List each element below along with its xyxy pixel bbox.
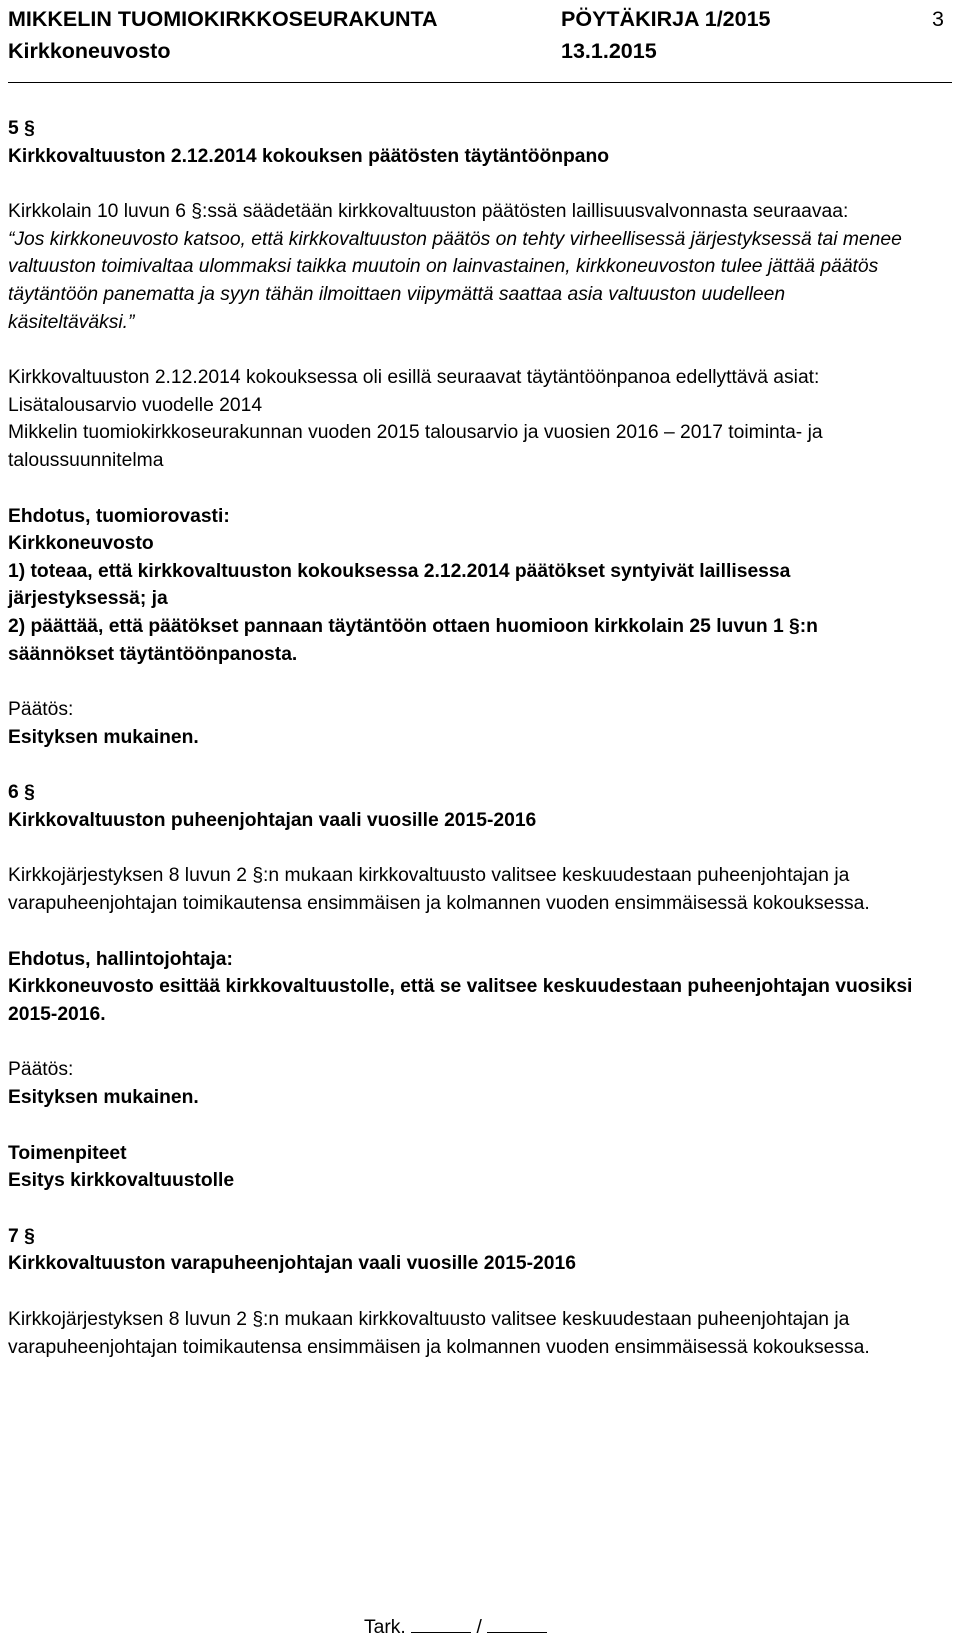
section-6-decision: Esityksen mukainen. [8, 1087, 199, 1109]
section-5-intro: Kirkkolain 10 luvun 6 §:ssä säädetään kirkkovaltuuston päätösten laillisuusvalvonnasta seuraavaa: [8, 201, 849, 223]
section-5-title: Kirkkovaltuuston 2.12.2014 kokouksen päätösten täytäntöönpano [8, 145, 610, 167]
minutes-body [8, 115, 913, 1361]
section-7-number: 7 § [8, 1225, 35, 1247]
section-5-proposal-item-1: 1) toteaa, että kirkkovaltuuston kokouksessa 2.12.2014 päätökset syntyivät laillisessa järjestyksessä; ja [8, 560, 791, 610]
section-5-text-2: Lisätalousarvio vuodelle 2014 [8, 394, 263, 416]
section-6-number: 6 § [8, 782, 35, 804]
initials-separator: / [476, 1617, 482, 1638]
section-5-text-1: Kirkkovaltuuston 2.12.2014 kokouksessa oli esillä seuraavat täytäntöönpanoa edellyttävä asiat: [8, 367, 820, 389]
section-6-text: Kirkkojärjestyksen 8 luvun 2 §:n mukaan kirkkovaltuusto valitsee keskuudestaan puheenjohtajan ja varapuheenjohtajan toimikautensa ensimmäisen ja kolmannen vuoden ensimmäisessä kokouksessa. [8, 865, 870, 915]
section-5-proposal-body: Kirkkoneuvosto [8, 533, 154, 555]
section-5-proposal-item-2: 2) päättää, että päätökset pannaan täytäntöön ottaen huomioon kirkkolain 25 luvun 1 §:n säännökset täytäntöönpanosta. [8, 615, 818, 665]
section-6-proposal-heading: Ehdotus, hallintojohtaja: [8, 948, 233, 970]
section-5-law-quote: “Jos kirkkoneuvosto katsoo, että kirkkovaltuuston päätös on tehty virheellisessä järjestyksessä tai menee valtuuston toimivaltaa ulommaksi taikka muutoin on lainvastainen, kirkkoneuvoston tulee jättää päätös täytäntöön panematta ja syyn tähän ilmoittaen viipymättä saattaa asia valtuuston uudelleen käsiteltäväksi.” [8, 228, 902, 333]
section-5-text-3: Mikkelin tuomiokirkkoseurakunnan vuoden 2015 talousarvio ja vuosien 2016 – 2017 toiminta- ja taloussuunnitelma [8, 422, 823, 471]
section-6-proposal: Kirkkoneuvosto esittää kirkkovaltuustolle, että se valitsee keskuudestaan puheenjohtajan vuosiksi 2015-2016. [8, 976, 913, 1025]
section-6-actions: Esitys kirkkovaltuustolle [8, 1170, 235, 1192]
section-5-proposal-heading: Ehdotus, tuomiorovasti: [8, 505, 230, 527]
section-6-title: Kirkkovaltuuston puheenjohtajan vaali vuosille 2015-2016 [8, 809, 537, 831]
page-number: 3 [932, 7, 944, 31]
section-7-text: Kirkkojärjestyksen 8 luvun 2 §:n mukaan kirkkovaltuusto valitsee keskuudestaan puheenjohtajan ja varapuheenjohtajan toimikautensa ensimmäisen ja kolmannen vuoden ensimmäisessä kokouksessa. [8, 1309, 870, 1358]
meeting-date: 13.1.2015 [561, 39, 657, 63]
section-7-title: Kirkkovaltuuston varapuheenjohtajan vaali vuosille 2015-2016 [8, 1253, 576, 1275]
section-5-number: 5 § [8, 118, 35, 139]
governing-body: Kirkkoneuvosto [8, 39, 171, 63]
section-6-decision-heading: Päätös: [8, 1059, 74, 1081]
organization-name: MIKKELIN TUOMIOKIRKKOSEURAKUNTA [8, 7, 438, 31]
check-signature-line [364, 1614, 547, 1642]
header-divider [8, 82, 952, 83]
section-6-actions-heading: Toimenpiteet [8, 1142, 127, 1164]
section-5-decision: Esityksen mukainen. [8, 726, 199, 748]
check-label: Tark. [364, 1617, 406, 1638]
section-5-decision-heading: Päätös: [8, 699, 74, 721]
initials-blank-1 [411, 1614, 471, 1633]
document-title: PÖYTÄKIRJA 1/2015 [561, 7, 771, 31]
initials-blank-2 [487, 1614, 547, 1633]
page-header [8, 3, 952, 67]
